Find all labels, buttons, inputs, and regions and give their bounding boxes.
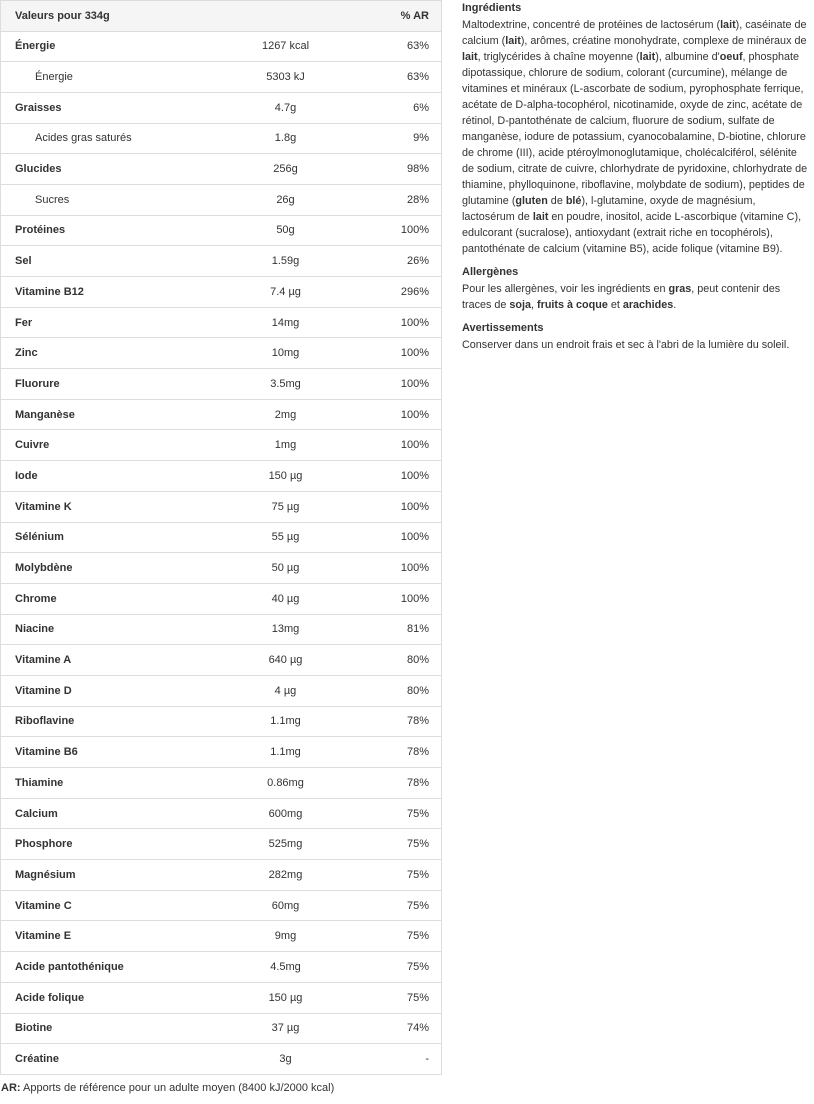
nutrient-name: Cuivre xyxy=(1,430,211,461)
allergen-highlight: lait xyxy=(639,51,656,63)
allergen-highlight: lait xyxy=(532,211,549,223)
text-segment: Pour les allergènes, voir les ingrédients en xyxy=(462,283,669,295)
allergen-highlight: arachides xyxy=(622,299,674,311)
nutrient-name: Vitamine D xyxy=(1,675,211,706)
nutrition-row xyxy=(1,614,442,645)
nutrient-amount: 4 µg xyxy=(211,675,361,706)
nutrient-amount: 150 µg xyxy=(211,461,361,492)
nutrient-amount: 7.4 µg xyxy=(211,277,361,308)
nutrient-amount: 640 µg xyxy=(211,645,361,676)
nutrient-name: Protéines xyxy=(1,215,211,246)
nutrient-name: Manganèse xyxy=(1,399,211,430)
nutrient-ar-percent: 81% xyxy=(361,614,442,645)
allergen-highlight: gras xyxy=(668,283,692,295)
text-segment: . xyxy=(673,299,677,311)
nutrient-amount: 2mg xyxy=(211,399,361,430)
nutrient-name: Magnésium xyxy=(1,860,211,891)
nutrient-ar-percent: - xyxy=(361,1044,442,1075)
nutrition-row xyxy=(1,645,442,676)
nutrient-ar-percent: 100% xyxy=(361,522,442,553)
nutrient-name: Chrome xyxy=(1,583,211,614)
allergen-highlight: lait xyxy=(462,51,478,63)
allergen-highlight: fruits à coque xyxy=(537,299,608,311)
nutrient-name: Molybdène xyxy=(1,553,211,584)
allergens-title: Allergènes xyxy=(462,266,519,278)
allergen-highlight: lait xyxy=(505,35,521,47)
nutrient-name: Riboflavine xyxy=(1,706,211,737)
nutrient-amount: 37 µg xyxy=(211,1013,361,1044)
nutrient-amount: 1.1mg xyxy=(211,706,361,737)
nutrition-row xyxy=(1,860,442,891)
text-segment: en poudre, inositol, acide L-ascorbique (vitamine C), edulcorant (sucralose), antioxydant (extrait riche en tocophérols), pantothénate de calcium (vitamine B5), acide folique (vitamine B9). xyxy=(462,211,802,255)
nutrient-name: Calcium xyxy=(1,798,211,829)
ingredients-section xyxy=(462,1,808,257)
nutrient-ar-percent: 75% xyxy=(361,921,442,952)
nutrient-ar-percent: 100% xyxy=(361,399,442,430)
nutrition-row xyxy=(1,307,442,338)
nutrition-row xyxy=(1,246,442,277)
nutrient-ar-percent: 75% xyxy=(361,952,442,983)
nutrient-name: Vitamine B12 xyxy=(1,277,211,308)
nutrient-ar-percent: 296% xyxy=(361,277,442,308)
nutrient-name: Vitamine K xyxy=(1,491,211,522)
nutrient-name: Sélénium xyxy=(1,522,211,553)
nutrient-amount: 1.1mg xyxy=(211,737,361,768)
nutrition-row xyxy=(1,31,442,62)
nutrition-row xyxy=(1,1013,442,1044)
nutrient-amount: 525mg xyxy=(211,829,361,860)
allergen-highlight: gluten xyxy=(515,195,548,207)
nutrient-name: Iode xyxy=(1,461,211,492)
nutrient-amount: 3g xyxy=(211,1044,361,1075)
ar-footnote xyxy=(1,1082,334,1094)
nutrition-row xyxy=(1,369,442,400)
nutrient-amount: 55 µg xyxy=(211,522,361,553)
nutrition-row xyxy=(1,461,442,492)
nutrient-amount: 600mg xyxy=(211,798,361,829)
text-segment: ), caséinate de calcium ( xyxy=(462,19,807,47)
ingredients-text xyxy=(462,17,808,257)
nutrient-ar-percent: 75% xyxy=(361,860,442,891)
nutrient-amount: 14mg xyxy=(211,307,361,338)
nutrition-row xyxy=(1,921,442,952)
nutrient-ar-percent: 100% xyxy=(361,461,442,492)
ingredients-title: Ingrédients xyxy=(462,2,522,14)
nutrient-name: Acides gras saturés xyxy=(1,123,211,154)
allergens-text xyxy=(462,281,808,313)
nutrient-ar-percent: 26% xyxy=(361,246,442,277)
nutrient-amount: 5303 kJ xyxy=(211,62,361,93)
warnings-section xyxy=(462,321,808,353)
nutrient-name: Niacine xyxy=(1,614,211,645)
nutrient-ar-percent: 100% xyxy=(361,583,442,614)
text-segment: Conserver dans un endroit frais et sec à l'abri de la lumière du soleil. xyxy=(462,339,790,351)
nutrition-row xyxy=(1,952,442,983)
nutrient-ar-percent: 9% xyxy=(361,123,442,154)
nutrient-amount: 40 µg xyxy=(211,583,361,614)
nutrient-name: Sel xyxy=(1,246,211,277)
nutrition-row xyxy=(1,277,442,308)
nutrient-name: Énergie xyxy=(1,62,211,93)
nutrition-header-row xyxy=(1,1,442,32)
nutrient-name: Sucres xyxy=(1,184,211,215)
nutrient-ar-percent: 78% xyxy=(361,706,442,737)
nutrient-amount: 1267 kcal xyxy=(211,31,361,62)
nutrient-ar-percent: 100% xyxy=(361,369,442,400)
nutrient-amount: 1.8g xyxy=(211,123,361,154)
warnings-text xyxy=(462,337,808,353)
nutrient-ar-percent: 100% xyxy=(361,215,442,246)
nutrition-row xyxy=(1,675,442,706)
allergen-highlight: oeuf xyxy=(719,51,743,63)
nutrient-ar-percent: 75% xyxy=(361,982,442,1013)
ar-definition: Apports de référence pour un adulte moyen (8400 kJ/2000 kcal) xyxy=(20,1082,335,1094)
text-segment: de xyxy=(547,195,566,207)
nutrition-row xyxy=(1,338,442,369)
nutrient-ar-percent: 74% xyxy=(361,1013,442,1044)
nutrient-amount: 0.86mg xyxy=(211,768,361,799)
nutrition-row xyxy=(1,123,442,154)
nutrient-amount: 282mg xyxy=(211,860,361,891)
text-segment: et xyxy=(607,299,623,311)
nutrient-name: Zinc xyxy=(1,338,211,369)
nutrient-amount: 50 µg xyxy=(211,553,361,584)
allergen-highlight: blé xyxy=(565,195,582,207)
nutrient-ar-percent: 80% xyxy=(361,645,442,676)
nutrition-row xyxy=(1,62,442,93)
nutrient-name: Phosphore xyxy=(1,829,211,860)
text-segment: Maltodextrine, concentré de protéines de lactosérum ( xyxy=(462,19,721,31)
header-value xyxy=(211,1,361,32)
nutrition-row xyxy=(1,399,442,430)
product-info xyxy=(462,1,808,361)
nutrient-ar-percent: 75% xyxy=(361,890,442,921)
nutrition-row xyxy=(1,890,442,921)
nutrient-ar-percent: 100% xyxy=(361,491,442,522)
nutrition-row xyxy=(1,798,442,829)
nutrition-rows xyxy=(1,31,442,1074)
nutrient-amount: 60mg xyxy=(211,890,361,921)
nutrient-amount: 10mg xyxy=(211,338,361,369)
nutrient-name: Énergie xyxy=(1,31,211,62)
nutrient-ar-percent: 63% xyxy=(361,31,442,62)
nutrition-row xyxy=(1,522,442,553)
nutrition-row xyxy=(1,583,442,614)
nutrient-amount: 1mg xyxy=(211,430,361,461)
nutrient-amount: 50g xyxy=(211,215,361,246)
nutrient-name: Graisses xyxy=(1,92,211,123)
nutrient-name: Vitamine B6 xyxy=(1,737,211,768)
nutrient-ar-percent: 6% xyxy=(361,92,442,123)
nutrient-ar-percent: 63% xyxy=(361,62,442,93)
nutrition-row xyxy=(1,215,442,246)
header-serving: Valeurs pour 334g xyxy=(1,1,211,32)
nutrition-row xyxy=(1,706,442,737)
nutrient-amount: 3.5mg xyxy=(211,369,361,400)
nutrition-row xyxy=(1,184,442,215)
nutrient-ar-percent: 78% xyxy=(361,768,442,799)
nutrition-row xyxy=(1,491,442,522)
nutrition-row xyxy=(1,553,442,584)
nutrient-ar-percent: 100% xyxy=(361,307,442,338)
text-segment: , triglycérides à chaîne moyenne ( xyxy=(477,51,640,63)
text-segment: , xyxy=(531,299,538,311)
nutrient-ar-percent: 98% xyxy=(361,154,442,185)
nutrient-ar-percent: 28% xyxy=(361,184,442,215)
nutrient-ar-percent: 78% xyxy=(361,737,442,768)
nutrient-name: Créatine xyxy=(1,1044,211,1075)
nutrient-amount: 150 µg xyxy=(211,982,361,1013)
nutrient-amount: 13mg xyxy=(211,614,361,645)
nutrient-name: Acide pantothénique xyxy=(1,952,211,983)
nutrient-name: Acide folique xyxy=(1,982,211,1013)
nutrition-row xyxy=(1,1044,442,1075)
nutrient-name: Thiamine xyxy=(1,768,211,799)
nutrient-amount: 26g xyxy=(211,184,361,215)
header-ar: % AR xyxy=(361,1,442,32)
text-segment: ), arômes, créatine monohydrate, complexe de minéraux de xyxy=(520,35,807,47)
nutrition-row xyxy=(1,154,442,185)
nutrient-ar-percent: 100% xyxy=(361,553,442,584)
allergens-section xyxy=(462,265,808,313)
nutrition-row xyxy=(1,430,442,461)
nutrition-row xyxy=(1,982,442,1013)
warnings-title: Avertissements xyxy=(462,322,544,334)
nutrient-ar-percent: 100% xyxy=(361,338,442,369)
nutrient-name: Biotine xyxy=(1,1013,211,1044)
nutrient-amount: 9mg xyxy=(211,921,361,952)
nutrient-ar-percent: 80% xyxy=(361,675,442,706)
nutrient-amount: 75 µg xyxy=(211,491,361,522)
nutrient-amount: 1.59g xyxy=(211,246,361,277)
nutrient-amount: 4.7g xyxy=(211,92,361,123)
nutrient-name: Glucides xyxy=(1,154,211,185)
nutrient-name: Vitamine A xyxy=(1,645,211,676)
allergen-highlight: lait xyxy=(720,19,736,31)
text-segment: ), l-glutamine, oxyde de magnésium, lactosérum de xyxy=(462,195,756,223)
text-segment: ), albumine d' xyxy=(655,51,720,63)
nutrient-name: Vitamine E xyxy=(1,921,211,952)
ar-abbreviation: AR: xyxy=(1,1082,21,1094)
nutrient-name: Fluorure xyxy=(1,369,211,400)
allergen-highlight: soja xyxy=(509,299,532,311)
nutrition-row xyxy=(1,92,442,123)
text-segment: , peut contenir des traces de xyxy=(462,283,781,311)
nutrition-row xyxy=(1,768,442,799)
nutrition-row xyxy=(1,829,442,860)
nutrient-amount: 4.5mg xyxy=(211,952,361,983)
nutrient-ar-percent: 100% xyxy=(361,430,442,461)
nutrient-name: Fer xyxy=(1,307,211,338)
nutrient-amount: 256g xyxy=(211,154,361,185)
nutrient-ar-percent: 75% xyxy=(361,829,442,860)
nutrition-row xyxy=(1,737,442,768)
nutrient-ar-percent: 75% xyxy=(361,798,442,829)
text-segment: , phosphate dipotassique, chlorure de sodium, colorant (curcumine), mélange de vitamines et minéraux (L-ascorbate de sodium, pyrophosphate ferrique, acétate de D-alpha-tocophérol, nicotinamide, oxyde de zinc, acétate de rétinol, D-pantothénate de calcium, fluorure de sodium, sulfate de manganèse, iodure de potassium, cyanocobalamine, D-biotine, chlorure de chrome (III), acide ptéroylmonoglutamique, cholécalciférol, sélénite de sodium, citrate de cuivre, chlorhydrate de pyridoxine, chlorhydrate de thiamine, phylloquinone, riboflavine, molybdate de sodium), peptides de glutamine ( xyxy=(462,51,808,207)
nutrient-name: Vitamine C xyxy=(1,890,211,921)
